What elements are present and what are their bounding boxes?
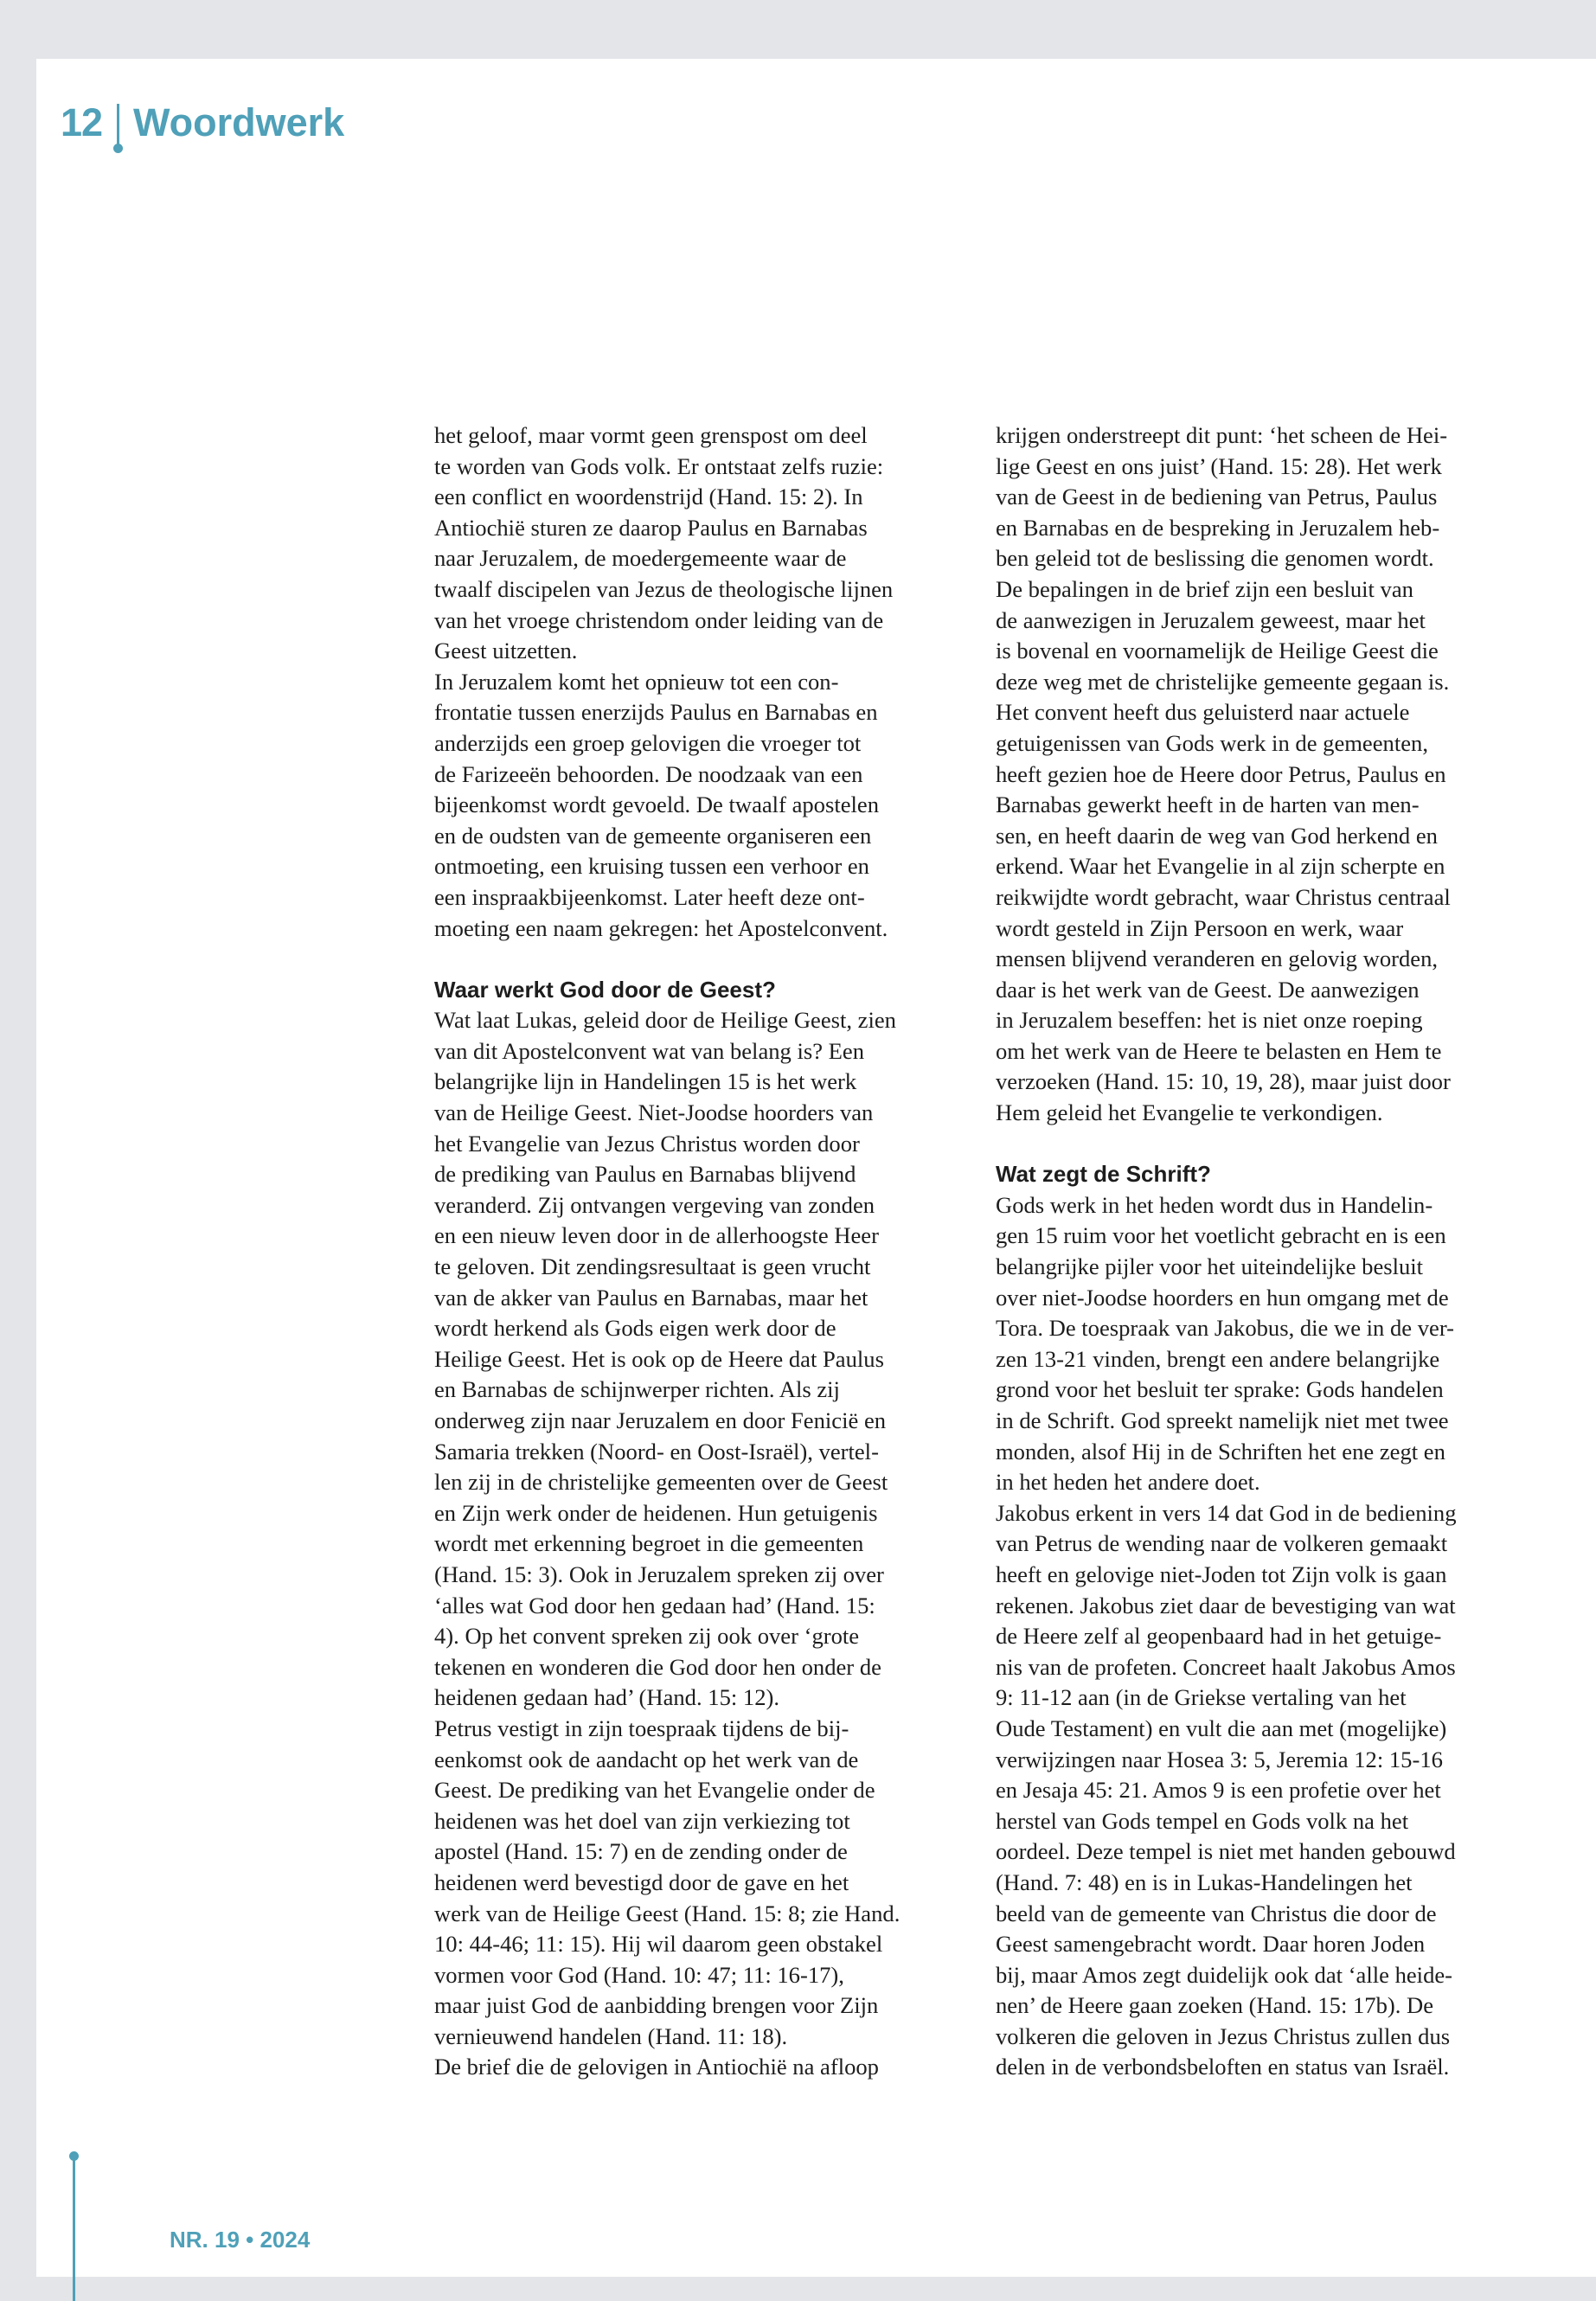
text-line: de aanwezigen in Jeruzalem geweest, maar het [996, 606, 1426, 633]
text-line: 4). Op het convent spreken zij ook over ‘grote [434, 1623, 860, 1650]
text-line: eenkomst ook de aandacht op het werk van de [434, 1746, 859, 1772]
text-line: de prediking van Paulus en Barnabas blijvend [434, 1161, 856, 1188]
text-line: volkeren die geloven in Jezus Christus zullen dus [996, 2022, 1451, 2049]
text-line: Heilige Geest. Het is ook op de Heere dat Paulus [434, 1345, 884, 1372]
text-line: van de Heilige Geest. Niet-Joodse hoorders van [434, 1099, 874, 1126]
left-paragraphs-1 [434, 420, 958, 944]
text-line: mensen blijvend veranderen en gelovig worden, [996, 945, 1439, 972]
text-line: een conflict en woordenstrijd (Hand. 15: 2). In [434, 484, 863, 510]
footer-rule-dot [69, 2151, 79, 2161]
text-line: Oude Testament) en vult die aan met (mogelijke) [996, 1715, 1447, 1741]
text-line: een inspraakbijeenkomst. Later heeft deze ont- [434, 883, 865, 910]
text-line: het geloof, maar vormt geen grenspost om deel [434, 422, 868, 448]
text-line: Wat laat Lukas, geleid door de Heilige Geest, zien [434, 1007, 896, 1034]
text-line: sen, en heeft daarin de weg van God herkend en [996, 822, 1438, 849]
text-line: oordeel. Deze tempel is niet met handen gebouwd [996, 1838, 1456, 1865]
text-line: Hem geleid het Evangelie te verkondigen. [996, 1099, 1383, 1126]
text-line: krijgen onderstreept dit punt: ‘het scheen de Hei- [996, 422, 1448, 448]
text-line: apostel (Hand. 15: 7) en de zending onder de [434, 1838, 848, 1865]
text-line: in Jeruzalem beseffen: het is niet onze roeping [996, 1007, 1423, 1034]
text-line: De brief die de gelovigen in Antiochië na afloop [434, 2054, 879, 2080]
text-line: anderzijds een groep gelovigen die vroeger tot [434, 729, 862, 756]
text-line: en Barnabas de schijnwerper richten. Als zij [434, 1376, 840, 1403]
text-line: Jakobus erkent in vers 14 dat God in de bediening [996, 1499, 1457, 1526]
text-line: van de Geest in de bediening van Petrus, Paulus [996, 484, 1438, 510]
text-line: verzoeken (Hand. 15: 10, 19, 28), maar juist door [996, 1068, 1451, 1095]
left-paragraphs-2 [434, 1005, 958, 2083]
text-line: van de akker van Paulus en Barnabas, maar het [434, 1284, 869, 1311]
page-number: 12 [61, 100, 103, 144]
text-line: onderweg zijn naar Jeruzalem en door Fenicië en [434, 1407, 887, 1433]
text-line: het Evangelie van Jezus Christus worden door [434, 1130, 860, 1157]
text-line: (Hand. 15: 3). Ook in Jeruzalem spreken zij over [434, 1561, 884, 1587]
text-line: 9: 11-12 aan (in de Griekse vertaling van het [996, 1684, 1407, 1711]
text-line: herstel van Gods tempel en Gods volk na het [996, 1807, 1409, 1834]
text-line: deze weg met de christelijke gemeente gegaan is. [996, 668, 1450, 695]
text-line: vormen voor God (Hand. 10: 47; 11: 16-17), [434, 1961, 844, 1988]
text-line: beeld van de gemeente van Christus die door de [996, 1900, 1437, 1926]
text-line: en Barnabas en de bespreking in Jeruzalem heb- [996, 514, 1440, 541]
text-line: is bovenal en voornamelijk de Heilige Geest die [996, 638, 1439, 664]
text-line: de Farizeeën behoorden. De noodzaak van een [434, 760, 863, 787]
text-line: nen’ de Heere gaan zoeken (Hand. 15: 17b). De [996, 1992, 1434, 2019]
text-line: verwijzingen naar Hosea 3: 5, Jeremia 12: 15-16 [996, 1746, 1443, 1772]
text-line: Gods werk in het heden wordt dus in Handelin- [996, 1191, 1433, 1218]
text-line: daar is het werk van de Geest. De aanwezigen [996, 976, 1420, 1003]
text-line: te worden van Gods volk. Er ontstaat zelfs ruzie: [434, 452, 884, 479]
text-line: werk van de Heilige Geest (Hand. 15: 8; zie Hand. [434, 1900, 901, 1926]
right-paragraphs-2 [996, 1190, 1519, 2083]
text-line: en de oudsten van de gemeente organiseren een [434, 822, 872, 849]
text-line: Antiochië sturen ze daarop Paulus en Barnabas [434, 514, 868, 541]
text-line: van dit Apostelconvent wat van belang is? Een [434, 1037, 865, 1064]
text-line: vernieuwend handelen (Hand. 11: 18). [434, 2022, 788, 2049]
left-column [434, 420, 958, 2083]
text-line: In Jeruzalem komt het opnieuw tot een con- [434, 668, 839, 695]
text-line: Geest. De prediking van het Evangelie onder de [434, 1777, 875, 1804]
text-line: in het heden het andere doet. [996, 1469, 1260, 1496]
text-line: veranderd. Zij ontvangen vergeving van zonden [434, 1191, 875, 1218]
text-line: tekenen en wonderen die God door hen onder de [434, 1653, 881, 1680]
section-title: Woordwerk [133, 100, 345, 144]
text-line: gen 15 ruim voor het voetlicht gebracht en is een [996, 1222, 1446, 1249]
text-line: delen in de verbondsbeloften en status van Israël. [996, 2054, 1450, 2080]
text-line: Geest uitzetten. [434, 638, 578, 664]
text-line: (Hand. 7: 48) en is in Lukas-Handelingen het [996, 1868, 1413, 1895]
text-line: 10: 44-46; 11: 15). Hij wil daarom geen obstakel [434, 1931, 883, 1958]
text-line: len zij in de christelijke gemeenten over de Geest [434, 1469, 888, 1496]
text-line: ben geleid tot de beslissing die genomen wordt. [996, 545, 1434, 572]
text-line: ontmoeting, een kruising tussen een verhoor en [434, 853, 869, 880]
text-line: en Jesaja 45: 21. Amos 9 is een profetie over het [996, 1777, 1441, 1804]
header-divider-dot [113, 144, 123, 153]
magazine-page [36, 59, 1596, 2277]
text-line: nis van de profeten. Concreet haalt Jakobus Amos [996, 1653, 1456, 1680]
subheading-waar-werkt-god: Waar werkt God door de Geest? [434, 976, 776, 1003]
text-line: van het vroege christendom onder leiding van de [434, 606, 884, 633]
text-line: om het werk van de Heere te belasten en Hem te [996, 1037, 1442, 1064]
text-line: de Heere zelf al geopenbaard had in het getuige- [996, 1623, 1442, 1650]
text-line: heidenen gedaan had’ (Hand. 15: 12). [434, 1684, 779, 1711]
text-line: te geloven. Dit zendingsresultaat is geen vrucht [434, 1253, 871, 1280]
text-line: rekenen. Jakobus ziet daar de bevestiging van wat [996, 1592, 1456, 1618]
text-line: heidenen was het doel van zijn verkiezing tot [434, 1807, 850, 1834]
text-line: en Zijn werk onder de heidenen. Hun getuigenis [434, 1499, 878, 1526]
text-line: twaalf discipelen van Jezus de theologische lijnen [434, 575, 894, 602]
text-line: belangrijke lijn in Handelingen 15 is het werk [434, 1068, 857, 1095]
text-line: in de Schrift. God spreekt namelijk niet met twee [996, 1407, 1449, 1433]
text-line: over niet-Joodse hoorders en hun omgang met de [996, 1284, 1449, 1311]
header-divider [117, 104, 119, 149]
issue-number: NR. 19 • 2024 [170, 2227, 311, 2253]
text-line: Tora. De toespraak van Jakobus, die we in de ver- [996, 1315, 1455, 1342]
text-line: heeft en gelovige niet-Joden tot Zijn volk is gaan [996, 1561, 1447, 1587]
text-line: Samaria trekken (Noord- en Oost-Israël), vertel- [434, 1438, 879, 1465]
text-line: ‘alles wat God door hen gedaan had’ (Hand. 15: [434, 1592, 875, 1618]
text-line: bij, maar Amos zegt duidelijk ook dat ‘alle heide- [996, 1961, 1453, 1988]
text-line: en een nieuw leven door in de allerhoogste Heer [434, 1222, 879, 1249]
text-line: van Petrus de wending naar de volkeren gemaakt [996, 1530, 1448, 1557]
text-line: Barnabas gewerkt heeft in de harten van men- [996, 792, 1420, 818]
text-line: Geest samengebracht wordt. Daar horen Joden [996, 1931, 1426, 1958]
text-line: heidenen werd bevestigd door de gave en het [434, 1868, 849, 1895]
text-line: lige Geest en ons juist’ (Hand. 15: 28). Het werk [996, 452, 1442, 479]
text-line: maar juist God de aanbidding brengen voor Zijn [434, 1992, 879, 2019]
text-line: zen 13-21 vinden, brengt een andere belangrijke [996, 1345, 1440, 1372]
text-line: bijeenkomst wordt gevoeld. De twaalf apostelen [434, 792, 879, 818]
text-line: erkend. Waar het Evangelie in al zijn scherpte en [996, 853, 1445, 880]
text-line: Het convent heeft dus geluisterd naar actuele [996, 699, 1410, 726]
subheading-wat-zegt-de-schrift: Wat zegt de Schrift? [996, 1161, 1211, 1188]
text-line: wordt met erkenning begroet in die gemeenten [434, 1530, 864, 1557]
text-line: reikwijdte wordt gebracht, waar Christus centraal [996, 883, 1451, 910]
text-line: monden, alsof Hij in de Schriften het ene zegt en [996, 1438, 1445, 1465]
text-line: getuigenissen van Gods werk in de gemeenten, [996, 729, 1428, 756]
text-line: wordt herkend als Gods eigen werk door de [434, 1315, 836, 1342]
footer-rule [73, 2156, 75, 2301]
text-line: De bepalingen in de brief zijn een besluit van [996, 575, 1413, 602]
text-line: wordt gesteld in Zijn Persoon en werk, waar [996, 914, 1404, 941]
text-line: frontatie tussen enerzijds Paulus en Barnabas en [434, 699, 878, 726]
text-line: Petrus vestigt in zijn toespraak tijdens de bij- [434, 1715, 849, 1741]
text-line: moeting een naam gekregen: het Apostelconvent. [434, 914, 888, 941]
text-line: naar Jeruzalem, de moedergemeente waar de [434, 545, 847, 572]
text-line: heeft gezien hoe de Heere door Petrus, Paulus en [996, 760, 1446, 787]
right-column [996, 420, 1519, 2083]
text-line: belangrijke pijler voor het uiteindelijke besluit [996, 1253, 1424, 1280]
right-paragraphs-1 [996, 420, 1519, 1129]
text-line: grond voor het besluit ter sprake: Gods handelen [996, 1376, 1444, 1403]
